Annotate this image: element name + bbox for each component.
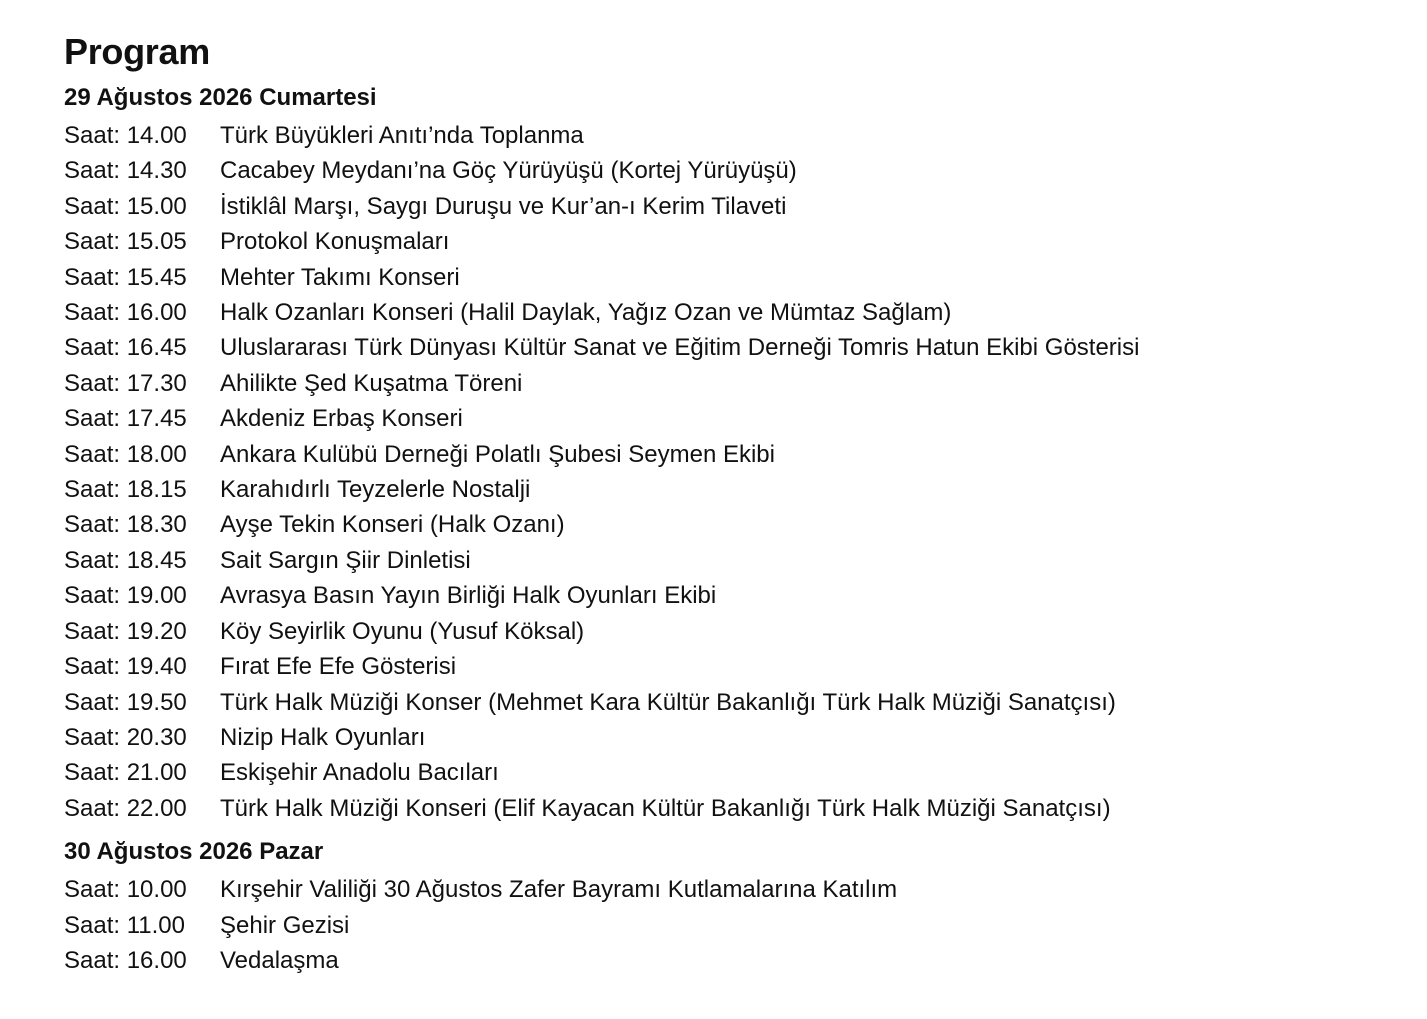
schedule-time: Saat: 15.05 bbox=[64, 228, 187, 256]
schedule-event: Halk Ozanları Konseri (Halil Daylak, Yağız Ozan ve Mümtaz Sağlam) bbox=[220, 299, 952, 327]
schedule-event: Karahıdırlı Teyzelerle Nostalji bbox=[220, 476, 531, 504]
schedule-event: Kırşehir Valiliği 30 Ağustos Zafer Bayramı Kutlamalarına Katılım bbox=[220, 876, 898, 904]
schedule-event: Köy Seyirlik Oyunu (Yusuf Köksal) bbox=[220, 617, 585, 645]
schedule-event: İstiklâl Marşı, Saygı Duruşu ve Kur’an-ı Kerim Tilaveti bbox=[220, 192, 787, 220]
day-heading: 30 Ağustos 2026 Pazar bbox=[64, 838, 324, 866]
schedule-time: Saat: 16.45 bbox=[64, 334, 187, 362]
schedule-time: Saat: 19.40 bbox=[64, 653, 187, 681]
schedule-row bbox=[64, 260, 1404, 295]
schedule-row bbox=[64, 472, 1404, 507]
schedule-row bbox=[64, 366, 1404, 401]
schedule-row bbox=[64, 507, 1404, 542]
schedule-time: Saat: 14.00 bbox=[64, 122, 187, 149]
schedule-event: Protokol Konuşmaları bbox=[220, 228, 450, 256]
schedule-event: Fırat Efe Efe Gösterisi bbox=[220, 653, 457, 681]
schedule-event: Ahilikte Şed Kuşatma Töreni bbox=[220, 369, 523, 397]
schedule-event: Ayşe Tekin Konseri (Halk Ozanı) bbox=[220, 511, 565, 539]
schedule-event: Akdeniz Erbaş Konseri bbox=[220, 405, 463, 433]
schedule-row bbox=[64, 295, 1404, 330]
schedule-time: Saat: 18.00 bbox=[64, 440, 187, 468]
schedule-time: Saat: 18.15 bbox=[64, 476, 187, 504]
schedule-event: Nizip Halk Oyunları bbox=[220, 723, 426, 751]
schedule-event: Avrasya Basın Yayın Birliği Halk Oyunları Ekibi bbox=[220, 582, 717, 610]
page-title: Program bbox=[64, 31, 210, 72]
schedule-time: Saat: 16.00 bbox=[64, 299, 187, 327]
schedule-event: Türk Büyükleri Anıtı’nda Toplanma bbox=[220, 122, 584, 149]
schedule-row bbox=[64, 908, 1404, 943]
schedule-time: Saat: 10.00 bbox=[64, 876, 187, 904]
schedule-event: Türk Halk Müziği Konseri (Elif Kayacan Kültür Bakanlığı Türk Halk Müziği Sanatçısı) bbox=[220, 794, 1111, 822]
day-section-2 bbox=[64, 836, 1404, 978]
schedule-row bbox=[64, 649, 1404, 684]
schedule-event: Ankara Kulübü Derneği Polatlı Şubesi Seymen Ekibi bbox=[220, 440, 775, 468]
schedule-time: Saat: 19.50 bbox=[64, 688, 187, 716]
schedule-row bbox=[64, 755, 1404, 790]
schedule-time: Saat: 20.30 bbox=[64, 723, 187, 751]
schedule-row bbox=[64, 791, 1404, 826]
schedule-row bbox=[64, 153, 1404, 188]
schedule-event: Eskişehir Anadolu Bacıları bbox=[220, 759, 499, 787]
schedule-event: Uluslararası Türk Dünyası Kültür Sanat ve Eğitim Derneği Tomris Hatun Ekibi Gösterisi bbox=[220, 334, 1140, 362]
schedule-row bbox=[64, 872, 1404, 907]
day-heading: 29 Ağustos 2026 Cumartesi bbox=[64, 84, 377, 111]
schedule-time: Saat: 14.30 bbox=[64, 157, 187, 185]
day-section-1 bbox=[64, 82, 1404, 826]
schedule-time: Saat: 19.00 bbox=[64, 582, 187, 610]
schedule-time: Saat: 15.00 bbox=[64, 192, 187, 220]
schedule-list bbox=[64, 872, 1404, 978]
schedule-row bbox=[64, 118, 1404, 153]
schedule-list bbox=[64, 118, 1404, 826]
schedule-event: Türk Halk Müziği Konser (Mehmet Kara Kültür Bakanlığı Türk Halk Müziği Sanatçısı) bbox=[220, 688, 1116, 716]
schedule-row bbox=[64, 543, 1404, 578]
schedule-event: Mehter Takımı Konseri bbox=[220, 263, 460, 291]
schedule-time: Saat: 11.00 bbox=[64, 911, 185, 939]
schedule-event: Şehir Gezisi bbox=[220, 911, 350, 939]
schedule-row bbox=[64, 578, 1404, 613]
schedule-time: Saat: 18.30 bbox=[64, 511, 187, 539]
schedule-time: Saat: 16.00 bbox=[64, 946, 187, 974]
schedule-row bbox=[64, 614, 1404, 649]
schedule-row bbox=[64, 437, 1404, 472]
schedule-row bbox=[64, 330, 1404, 365]
schedule-event: Cacabey Meydanı’na Göç Yürüyüşü (Kortej Yürüyüşü) bbox=[220, 157, 797, 185]
schedule-row bbox=[64, 685, 1404, 720]
schedule-row bbox=[64, 189, 1404, 224]
schedule-row bbox=[64, 401, 1404, 436]
schedule-event: Vedalaşma bbox=[220, 946, 339, 974]
schedule-time: Saat: 22.00 bbox=[64, 794, 187, 822]
schedule-row bbox=[64, 720, 1404, 755]
schedule-time: Saat: 15.45 bbox=[64, 263, 187, 291]
schedule-time: Saat: 21.00 bbox=[64, 759, 187, 787]
schedule-time: Saat: 17.30 bbox=[64, 369, 187, 397]
program-document bbox=[64, 28, 1404, 978]
schedule-time: Saat: 18.45 bbox=[64, 546, 187, 574]
schedule-event: Sait Sargın Şiir Dinletisi bbox=[220, 546, 471, 574]
schedule-row bbox=[64, 224, 1404, 259]
schedule-time: Saat: 19.20 bbox=[64, 617, 187, 645]
schedule-row bbox=[64, 943, 1404, 978]
schedule-time: Saat: 17.45 bbox=[64, 405, 187, 433]
